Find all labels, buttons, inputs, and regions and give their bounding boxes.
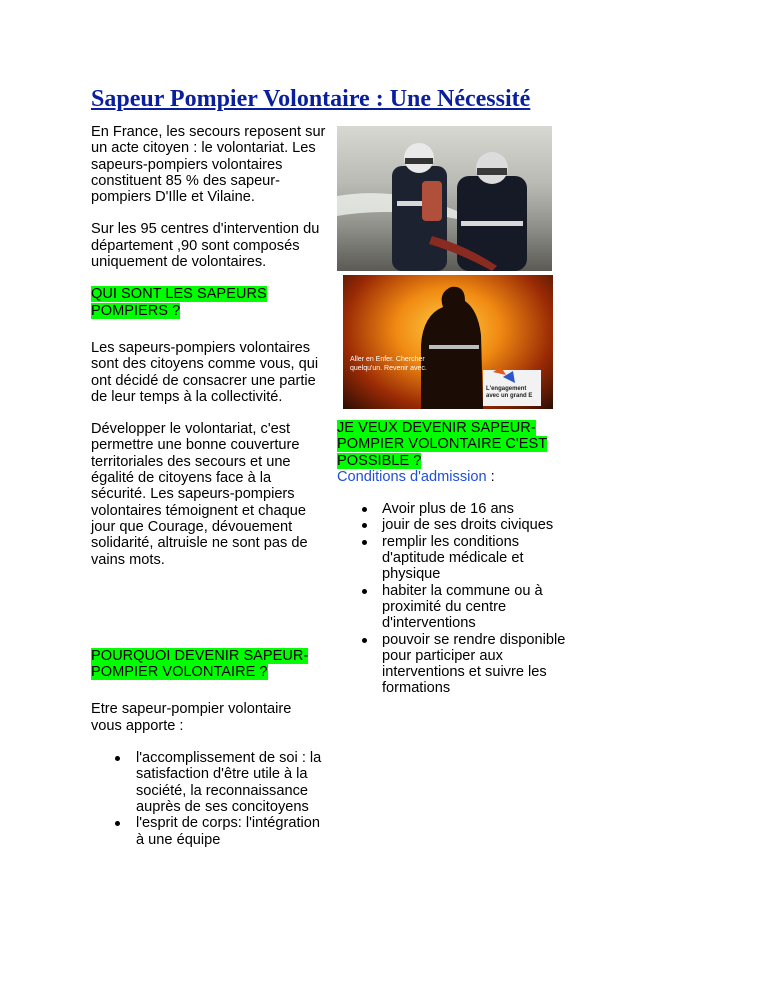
conditions-line (337, 469, 567, 485)
list-item: l'accomplissement de soi : la satisfaction d'être utile à la société, la reconnaissance auprès de ses concitoyens (91, 750, 326, 815)
list-item: Avoir plus de 16 ans (337, 501, 567, 517)
brings-paragraph: Etre sapeur-pompier volontaire vous apporte : (91, 701, 292, 734)
heading-why (91, 648, 326, 681)
recruitment-poster (343, 275, 553, 409)
benefits-list (91, 750, 326, 848)
list-item: jouir de ses droits civiques (337, 517, 567, 533)
stats-paragraph: Sur les 95 centres d'intervention du département ,90 sont composés uniquement de volontaires. (91, 221, 320, 271)
heading-who (91, 286, 326, 319)
right-column (337, 420, 567, 697)
firefighters-photo (337, 126, 552, 271)
list-item: remplir les conditions d'aptitude médicale et physique (337, 534, 567, 583)
heading-become (337, 420, 567, 469)
develop-paragraph: Développer le volontariat, c'est permettre une bonne couverture territoriales des secours et une égalité de citoyens face à la sécurité. Les sapeurs-pompiers volontaires témoignent et chaque jour que Courage, dévouement solidarité, altruisle ne sont pas de vains mots. (91, 421, 308, 568)
poster-badge: L'engagement avec un grand E (486, 386, 533, 399)
heading-why-text: POURQUOI DEVENIR SAPEUR-POMPIER VOLONTAIRE ? (91, 647, 309, 681)
left-column (91, 124, 326, 848)
conditions-list (337, 501, 567, 697)
intro-paragraph: En France, les secours reposent sur un acte citoyen : le volontariat. Les sapeurs-pompiers volontaires constituent 85 % des sapeur-pompiers D'Ille et Vilaine. (91, 124, 326, 206)
who-paragraph: Les sapeurs-pompiers volontaires sont des citoyens comme vous, qui ont décidé de consacrer une partie de leur temps à la collectivité. (91, 339, 319, 405)
list-item: habiter la commune ou à proximité du centre d'interventions (337, 583, 567, 632)
conditions-suffix: : (486, 468, 495, 485)
list-item: l'esprit de corps: l'intégration à une équipe (91, 815, 326, 848)
list-item: pouvoir se rendre disponible pour participer aux interventions et suivre les formations (337, 632, 567, 697)
heading-become-text: JE VEUX DEVENIR SAPEUR-POMPIER VOLONTAIRE C'EST POSSIBLE ? (337, 420, 548, 469)
page-title: Sapeur Pompier Volontaire : Une Nécessité (91, 86, 531, 112)
conditions-label: Conditions d'admission (337, 468, 487, 485)
heading-who-text: QUI SONT LES SAPEURS POMPIERS ? (91, 286, 267, 319)
poster-slogan: Aller en Enfer. Chercher quelqu'un. Revenir avec. (350, 356, 427, 372)
